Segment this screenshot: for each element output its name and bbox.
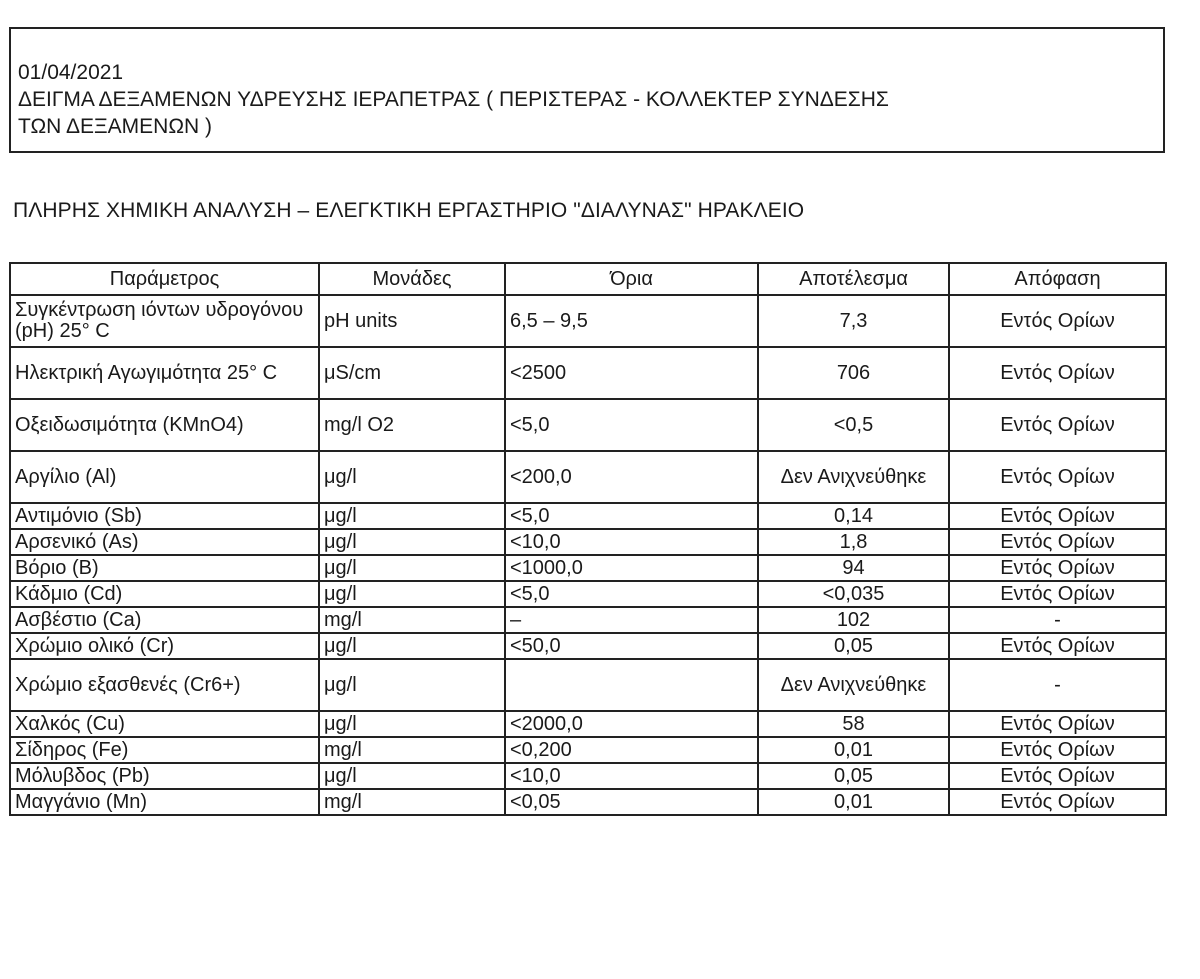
decision-cell: Εντός Ορίων — [949, 789, 1166, 815]
table-row — [10, 659, 1166, 711]
parameter-cell: Σίδηρος (Fe) — [10, 737, 319, 763]
table-row — [10, 451, 1166, 503]
limits-cell: 6,5 – 9,5 — [505, 295, 758, 347]
decision-cell: Εντός Ορίων — [949, 633, 1166, 659]
units-cell: mg/l — [319, 737, 505, 763]
parameter-cell: Αντιμόνιο (Sb) — [10, 503, 319, 529]
units-cell: μg/l — [319, 503, 505, 529]
limits-cell: <200,0 — [505, 451, 758, 503]
table-row — [10, 607, 1166, 633]
result-cell: 0,01 — [758, 737, 949, 763]
limits-cell: <5,0 — [505, 399, 758, 451]
limits-cell: – — [505, 607, 758, 633]
parameter-cell: Κάδμιο (Cd) — [10, 581, 319, 607]
limits-cell: <0,200 — [505, 737, 758, 763]
table-row — [10, 711, 1166, 737]
decision-cell: Εντός Ορίων — [949, 347, 1166, 399]
limits-cell: <5,0 — [505, 503, 758, 529]
sample-date: 01/04/2021 — [18, 61, 124, 84]
column-header-decision: Απόφαση — [949, 263, 1166, 295]
column-header-result: Αποτέλεσμα — [758, 263, 949, 295]
decision-cell: Εντός Ορίων — [949, 399, 1166, 451]
parameter-cell: Μόλυβδος (Pb) — [10, 763, 319, 789]
parameter-cell: Συγκέντρωση ιόντων υδρογόνου (pH) 25° C — [10, 295, 319, 347]
decision-cell: - — [949, 607, 1166, 633]
parameter-cell: Οξειδωσιμότητα (KMnO4) — [10, 399, 319, 451]
table-row — [10, 399, 1166, 451]
result-cell: <0,035 — [758, 581, 949, 607]
result-cell: 0,05 — [758, 763, 949, 789]
table-row — [10, 737, 1166, 763]
units-cell: pH units — [319, 295, 505, 347]
units-cell: mg/l — [319, 607, 505, 633]
sample-header-box — [9, 27, 1165, 153]
table-row — [10, 295, 1166, 347]
parameter-cell: Αρσενικό (As) — [10, 529, 319, 555]
decision-cell: Εντός Ορίων — [949, 737, 1166, 763]
table-row — [10, 763, 1166, 789]
decision-cell: Εντός Ορίων — [949, 763, 1166, 789]
decision-cell: Εντός Ορίων — [949, 295, 1166, 347]
table-header-row — [10, 263, 1166, 295]
sample-title-line-1: ΔΕΙΓΜΑ ΔΕΞΑΜΕΝΩΝ ΥΔΡΕΥΣΗΣ ΙΕΡΑΠΕΤΡΑΣ ( ΠΕΡΙΣΤΕΡΑΣ - ΚΟΛΛΕΚΤΕΡ ΣΥΝΔΕΣΗΣ — [18, 88, 889, 111]
results-table-body — [10, 295, 1166, 815]
units-cell: μg/l — [319, 451, 505, 503]
parameter-cell: Βόριο (B) — [10, 555, 319, 581]
result-cell: Δεν Ανιχνεύθηκε — [758, 659, 949, 711]
table-row — [10, 555, 1166, 581]
result-cell: 102 — [758, 607, 949, 633]
units-cell: μg/l — [319, 711, 505, 737]
result-cell: <0,5 — [758, 399, 949, 451]
result-cell: 7,3 — [758, 295, 949, 347]
decision-cell: Εντός Ορίων — [949, 555, 1166, 581]
result-cell: 58 — [758, 711, 949, 737]
limits-cell: <0,05 — [505, 789, 758, 815]
result-cell: 0,05 — [758, 633, 949, 659]
limits-cell: <10,0 — [505, 529, 758, 555]
sample-title-line-2: ΤΩΝ ΔΕΞΑΜΕΝΩΝ ) — [18, 115, 213, 138]
column-header-parameter: Παράμετρος — [10, 263, 319, 295]
parameter-cell: Χαλκός (Cu) — [10, 711, 319, 737]
limits-cell: <2500 — [505, 347, 758, 399]
limits-cell: <2000,0 — [505, 711, 758, 737]
decision-cell: Εντός Ορίων — [949, 529, 1166, 555]
analysis-subtitle: ΠΛΗΡΗΣ ΧΗΜΙΚΗ ΑΝΑΛΥΣΗ – ΕΛΕΓΚΤΙΚΗ ΕΡΓΑΣΤΗΡΙΟ "ΔΙΑΛΥΝΑΣ" ΗΡΑΚΛΕΙΟ — [13, 199, 805, 222]
units-cell: μg/l — [319, 763, 505, 789]
decision-cell: - — [949, 659, 1166, 711]
column-header-limits: Όρια — [505, 263, 758, 295]
decision-cell: Εντός Ορίων — [949, 451, 1166, 503]
result-cell: 0,01 — [758, 789, 949, 815]
table-row — [10, 347, 1166, 399]
results-table — [9, 262, 1167, 816]
parameter-cell: Χρώμιο ολικό (Cr) — [10, 633, 319, 659]
limits-cell: <5,0 — [505, 581, 758, 607]
limits-cell: <50,0 — [505, 633, 758, 659]
parameter-cell: Μαγγάνιο (Mn) — [10, 789, 319, 815]
units-cell: mg/l O2 — [319, 399, 505, 451]
units-cell: μg/l — [319, 555, 505, 581]
table-row — [10, 581, 1166, 607]
units-cell: μS/cm — [319, 347, 505, 399]
table-row — [10, 503, 1166, 529]
limits-cell: <1000,0 — [505, 555, 758, 581]
limits-cell: <10,0 — [505, 763, 758, 789]
column-header-units: Μονάδες — [319, 263, 505, 295]
parameter-cell: Ασβέστιο (Ca) — [10, 607, 319, 633]
units-cell: μg/l — [319, 581, 505, 607]
table-row — [10, 789, 1166, 815]
result-cell: 706 — [758, 347, 949, 399]
units-cell: μg/l — [319, 659, 505, 711]
decision-cell: Εντός Ορίων — [949, 581, 1166, 607]
parameter-cell: Χρώμιο εξασθενές (Cr6+) — [10, 659, 319, 711]
limits-cell — [505, 659, 758, 711]
result-cell: Δεν Ανιχνεύθηκε — [758, 451, 949, 503]
result-cell: 94 — [758, 555, 949, 581]
parameter-cell: Ηλεκτρική Αγωγιμότητα 25° C — [10, 347, 319, 399]
decision-cell: Εντός Ορίων — [949, 503, 1166, 529]
decision-cell: Εντός Ορίων — [949, 711, 1166, 737]
result-cell: 0,14 — [758, 503, 949, 529]
parameter-cell: Αργίλιο (Al) — [10, 451, 319, 503]
table-row — [10, 633, 1166, 659]
units-cell: mg/l — [319, 789, 505, 815]
table-row — [10, 529, 1166, 555]
result-cell: 1,8 — [758, 529, 949, 555]
units-cell: μg/l — [319, 529, 505, 555]
units-cell: μg/l — [319, 633, 505, 659]
